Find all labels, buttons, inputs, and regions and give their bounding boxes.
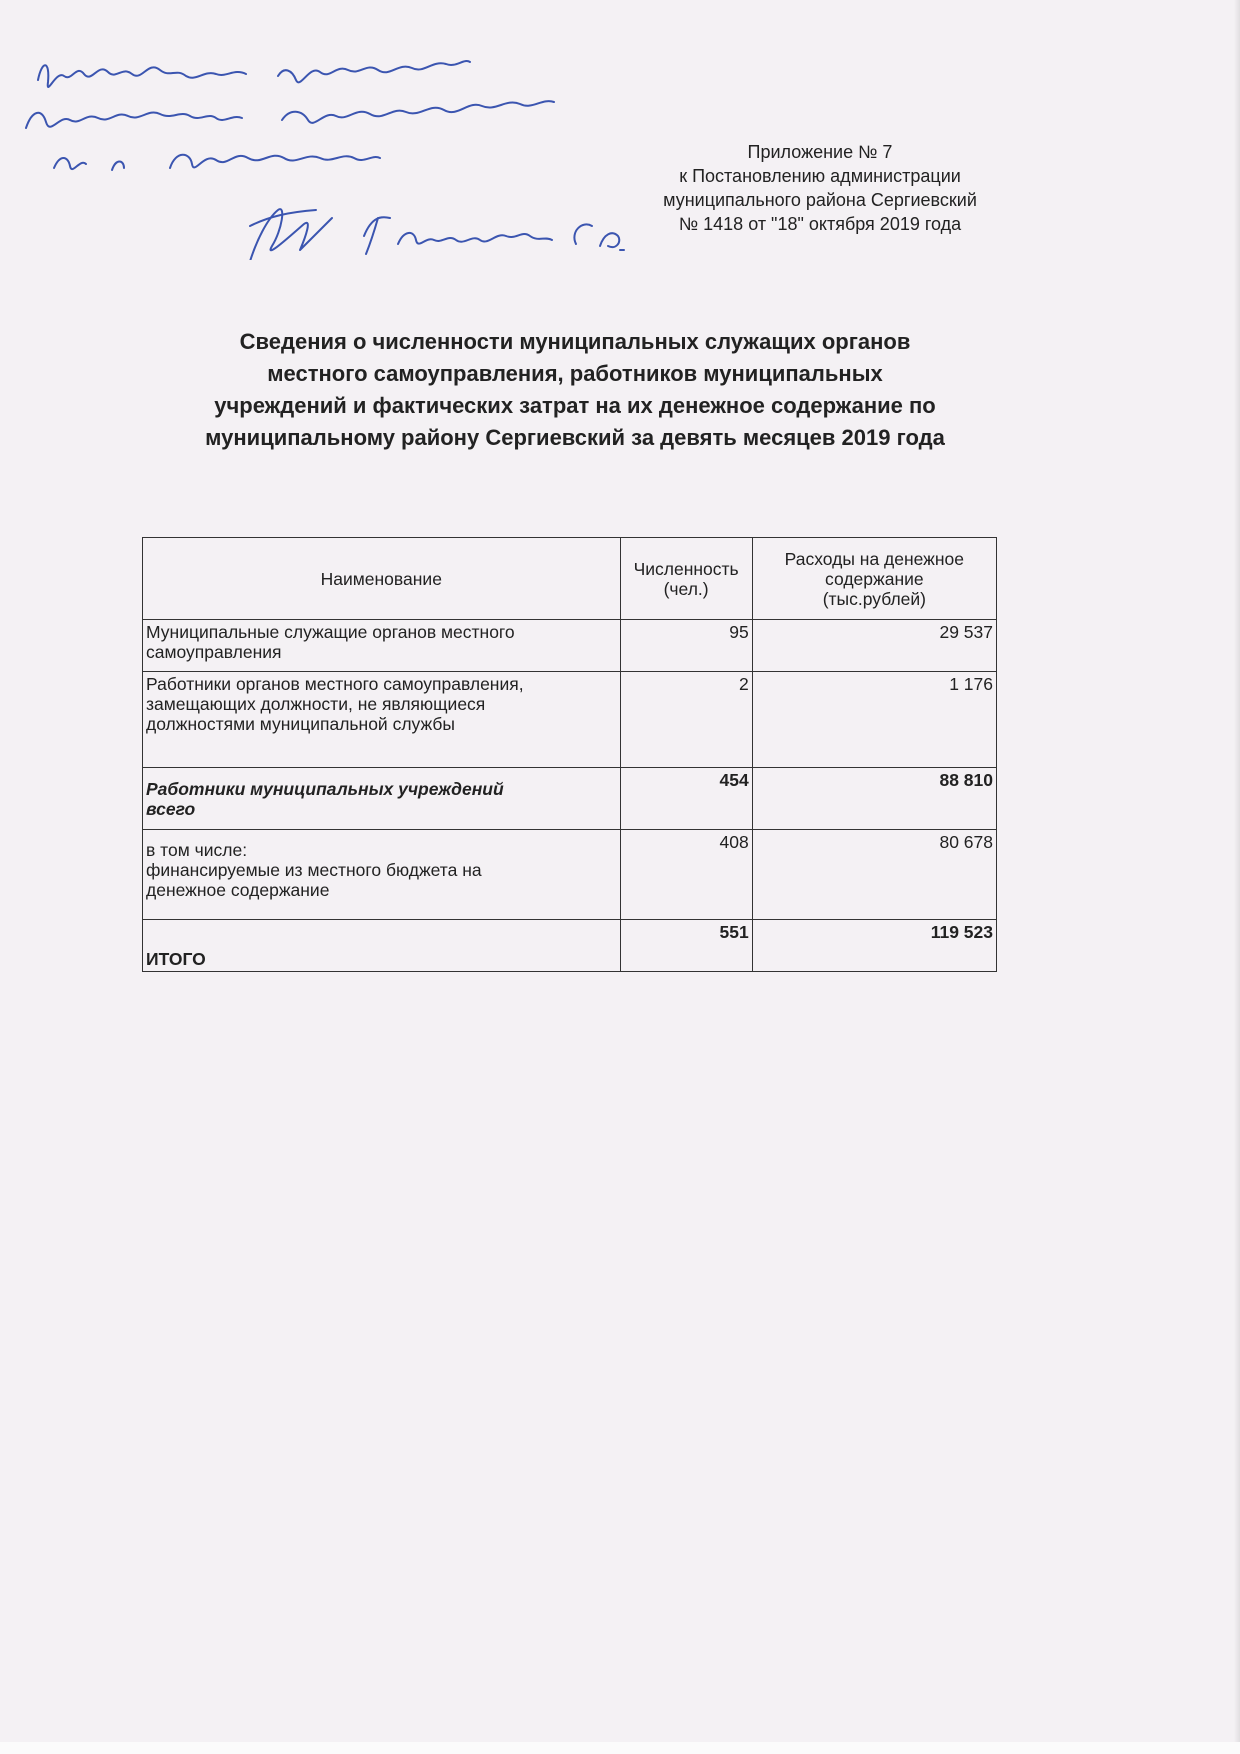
- page-bottom-strip: [0, 1742, 1240, 1754]
- document-title: [140, 326, 1010, 454]
- title-line-3: учреждений и фактических затрат на их денежное содержание по: [214, 393, 936, 418]
- handwriting-drawing: [20, 40, 640, 260]
- row-name: [143, 768, 621, 830]
- appendix-date: № 1418 от "18" октября 2019 года: [678, 214, 962, 234]
- table-header-row: [143, 538, 997, 620]
- page-edge-shadow: [1234, 0, 1240, 1754]
- title-line-4: муниципальному району Сергиевский за девять месяцев 2019 года: [205, 425, 945, 450]
- header-expenses-unit: (тыс.рублей): [822, 588, 926, 609]
- row-expenses: 88 810: [752, 768, 996, 830]
- row-name-line: ИТОГО: [146, 949, 206, 969]
- header-count: [620, 538, 752, 620]
- title-line-2: местного самоуправления, работников муниципальных: [267, 361, 883, 386]
- row-name-line: в том числе:: [146, 840, 248, 860]
- row-name-line: Работники муниципальных учреждений: [146, 778, 504, 799]
- title-line-1: Сведения о численности муниципальных служащих органов: [239, 329, 911, 354]
- row-name-line: Работники органов местного самоуправления,: [146, 674, 524, 694]
- row-count: 95: [620, 620, 752, 672]
- row-name-line: замещающих должности, не являющиеся: [146, 694, 486, 714]
- appendix-reference: [600, 140, 1040, 236]
- row-name: [143, 672, 621, 768]
- row-name-line: финансируемые из местного бюджета на: [146, 860, 482, 880]
- table-row: [143, 620, 997, 672]
- row-expenses: 1 176: [752, 672, 996, 768]
- table-row: [143, 768, 997, 830]
- appendix-district: муниципального района Сергиевский: [663, 190, 977, 210]
- appendix-resolution: к Постановлению администрации: [679, 166, 961, 186]
- row-count: 2: [620, 672, 752, 768]
- table-row: [143, 672, 997, 768]
- row-name: [143, 920, 621, 972]
- table-row-total: [143, 920, 997, 972]
- row-count: 408: [620, 830, 752, 920]
- row-name-line: Муниципальные служащие органов местного: [146, 622, 515, 642]
- row-name: [143, 830, 621, 920]
- employees-expenses-table: [142, 537, 997, 972]
- row-name-line: самоуправления: [146, 642, 282, 662]
- row-count: 454: [620, 768, 752, 830]
- row-expenses: 80 678: [752, 830, 996, 920]
- header-name-label: Наименование: [320, 568, 442, 589]
- header-expenses: [752, 538, 996, 620]
- row-name-line: всего: [146, 798, 196, 819]
- row-name-line: должностями муниципальной службы: [146, 714, 455, 734]
- row-count: 551: [620, 920, 752, 972]
- row-name-line: денежное содержание: [146, 880, 330, 900]
- row-name: [143, 620, 621, 672]
- header-expenses-label-1: Расходы на денежное: [784, 548, 965, 569]
- header-expenses-label-2: содержание: [825, 568, 924, 589]
- handwritten-signature: [20, 40, 640, 260]
- header-count-unit: (чел.): [663, 578, 709, 599]
- table-row: [143, 830, 997, 920]
- appendix-number: Приложение № 7: [747, 142, 893, 162]
- header-count-label: Численность: [633, 558, 739, 579]
- row-expenses: 119 523: [752, 920, 996, 972]
- header-name: [143, 538, 621, 620]
- row-expenses: 29 537: [752, 620, 996, 672]
